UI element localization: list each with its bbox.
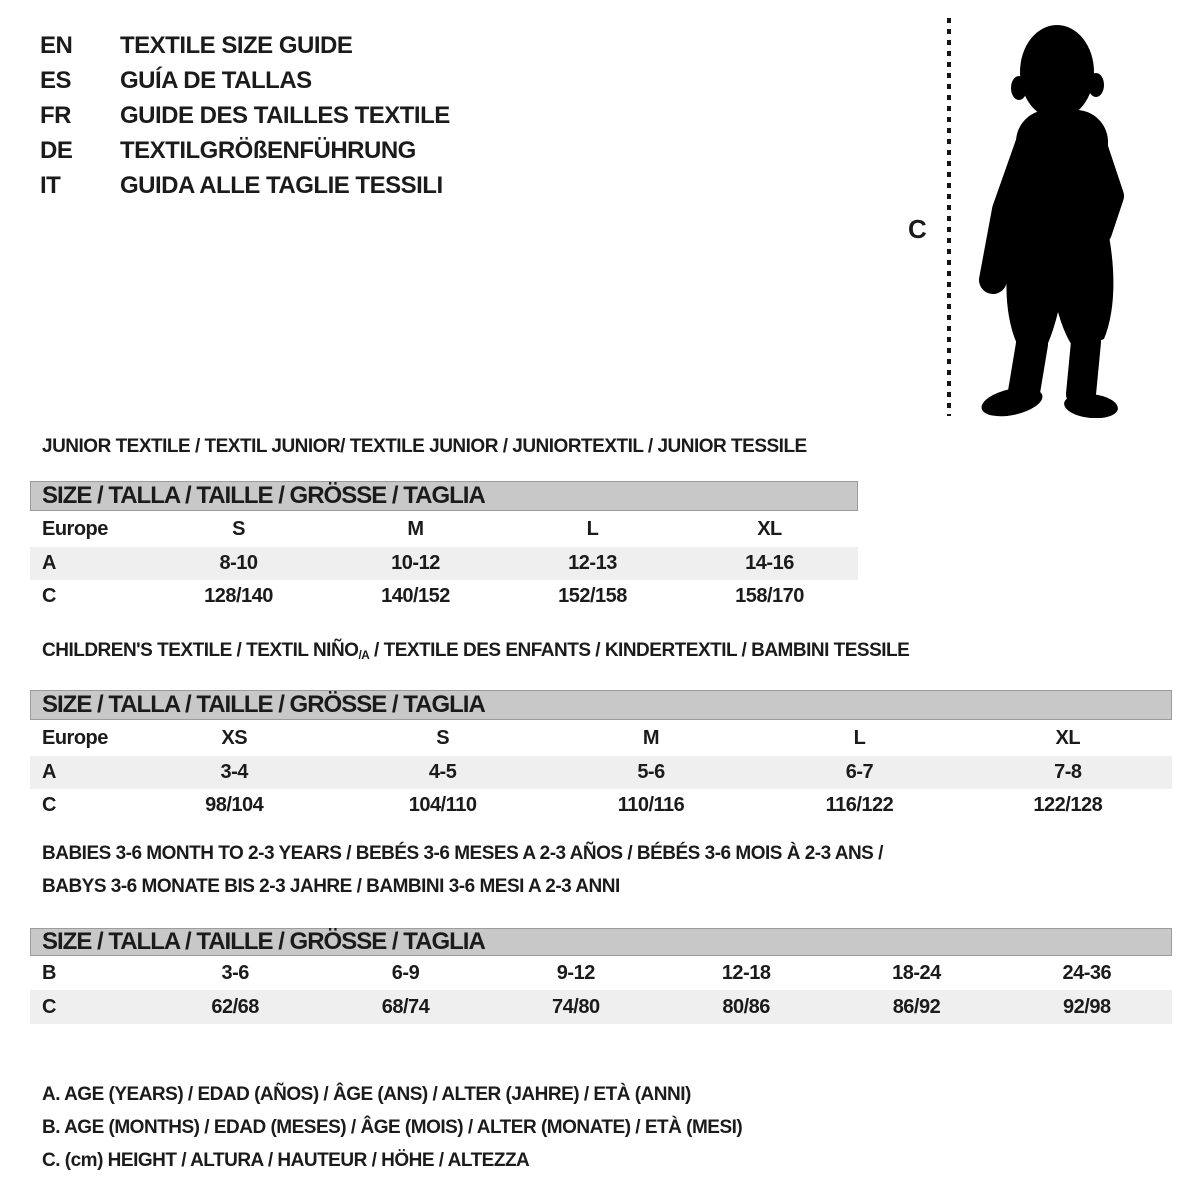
size-cell: 4-5 (428, 761, 457, 783)
size-cell: 14-16 (745, 552, 794, 574)
language-code: FR (40, 101, 71, 129)
size-cell: L (586, 517, 599, 540)
size-cell: 86/92 (892, 995, 941, 1018)
size-cell: 12-18 (721, 961, 771, 984)
children-section-title (42, 640, 909, 667)
size-cell: M (407, 517, 424, 540)
table-header-bar: SIZE / TALLA / TAILLE / GRÖSSE / TAGLIA (30, 928, 1172, 956)
table-header-bar: SIZE / TALLA / TAILLE / GRÖSSE / TAGLIA (30, 690, 1172, 720)
size-cell: L (853, 726, 866, 749)
size-cell: 18-24 (892, 961, 941, 984)
row-label: C (42, 585, 56, 607)
row-label: Europe (42, 517, 108, 540)
size-cell: 122/128 (1033, 794, 1103, 816)
table-row-height (30, 789, 1172, 822)
size-cell: 6-7 (845, 761, 874, 783)
legend-line-c: C. (cm) HEIGHT / ALTURA / HAUTEUR / HÖHE / ALTEZZA (42, 1150, 530, 1171)
height-measure-line (946, 16, 952, 418)
children-size-table (30, 690, 1172, 822)
language-row-en (40, 28, 450, 63)
legend-line-b: B. AGE (MONTHS) / EDAD (MESES) / ÂGE (MOIS) / ALTER (MONATE) / ETÀ (MESI) (42, 1117, 743, 1138)
language-code: ES (40, 66, 72, 94)
children-title-post: / TEXTILE DES ENFANTS / KINDERTEXTIL / BAMBINI TESSILE (369, 640, 910, 661)
junior-size-table (30, 481, 858, 613)
language-code: IT (40, 171, 61, 199)
size-cell: M (642, 726, 660, 749)
table-row-height (30, 990, 1172, 1024)
size-cell: XL (1055, 726, 1081, 749)
size-cell: 10-12 (391, 552, 440, 574)
language-title: GUIDA ALLE TAGLIE TESSILI (120, 171, 443, 199)
size-cell: 74/80 (552, 995, 600, 1018)
row-label: A (42, 552, 56, 574)
baby-silhouette-icon (960, 14, 1144, 418)
children-title-pre: CHILDREN'S TEXTILE / TEXTIL NIÑO (42, 640, 359, 661)
size-cell: S (232, 517, 245, 540)
language-title: GUÍA DE TALLAS (120, 66, 312, 94)
table-row-months (30, 956, 1172, 990)
size-cell: S (436, 726, 450, 749)
language-row-it (40, 168, 450, 203)
size-cell: XL (757, 517, 782, 540)
size-cell: XS (221, 726, 248, 749)
babies-section-title-line2: BABYS 3-6 MONATE BIS 2-3 JAHRE / BAMBINI 3-6 MESI A 2-3 ANNI (42, 876, 620, 897)
legend-line-a: A. AGE (YEARS) / EDAD (AÑOS) / ÂGE (ANS) / ALTER (JAHRE) / ETÀ (ANNI) (42, 1084, 691, 1105)
size-cell: 104/110 (408, 794, 477, 816)
size-cell: 12-13 (568, 552, 617, 574)
row-label: A (42, 761, 56, 783)
row-label: Europe (42, 726, 108, 749)
row-label: C (42, 794, 56, 816)
children-title-sub: /A (358, 649, 370, 662)
size-cell: 140/152 (381, 585, 450, 607)
size-cell: 8-10 (219, 552, 258, 574)
language-row-fr (40, 98, 450, 133)
language-title: TEXTILE SIZE GUIDE (120, 31, 353, 59)
row-label: C (42, 995, 56, 1018)
size-cell: 7-8 (1054, 761, 1082, 783)
size-cell: 110/116 (617, 794, 685, 816)
language-title: TEXTILGRÖßENFÜHRUNG (120, 136, 416, 164)
language-row-es (40, 63, 450, 98)
size-cell: 92/98 (1063, 995, 1111, 1018)
size-cell: 80/86 (722, 995, 770, 1018)
table-row-age (30, 547, 858, 580)
size-cell: 152/158 (558, 585, 627, 607)
table-row-europe (30, 511, 858, 547)
table-row-europe (30, 720, 1172, 756)
language-row-de (40, 133, 450, 168)
size-cell: 3-4 (220, 761, 248, 783)
language-code: DE (40, 136, 73, 164)
size-cell: 24-36 (1062, 961, 1112, 984)
language-list (40, 28, 450, 203)
table-row-height (30, 580, 858, 613)
table-header-bar: SIZE / TALLA / TAILLE / GRÖSSE / TAGLIA (30, 481, 858, 511)
table-row-age (30, 756, 1172, 789)
size-cell: 3-6 (221, 961, 249, 984)
babies-section-title-line1: BABIES 3-6 MONTH TO 2-3 YEARS / BEBÉS 3-6 MESES A 2-3 AÑOS / BÉBÉS 3-6 MOIS À 2-3 ANS / (42, 843, 883, 864)
size-cell: 62/68 (211, 995, 259, 1018)
size-cell: 9-12 (556, 961, 595, 984)
size-cell: 116/122 (825, 794, 894, 816)
size-cell: 5-6 (637, 761, 665, 783)
size-cell: 128/140 (204, 585, 273, 607)
junior-section-title: JUNIOR TEXTILE / TEXTIL JUNIOR/ TEXTILE JUNIOR / JUNIORTEXTIL / JUNIOR TESSILE (42, 436, 807, 457)
language-title: GUIDE DES TAILLES TEXTILE (120, 101, 450, 129)
size-cell: 68/74 (381, 995, 430, 1018)
height-measure-label: C (908, 214, 927, 244)
size-cell: 98/104 (205, 794, 264, 816)
language-code: EN (40, 31, 73, 59)
legend (42, 1078, 742, 1177)
row-label: B (42, 961, 56, 984)
babies-size-table (30, 928, 1172, 1024)
size-cell: 6-9 (391, 961, 420, 984)
size-cell: 158/170 (735, 585, 804, 607)
